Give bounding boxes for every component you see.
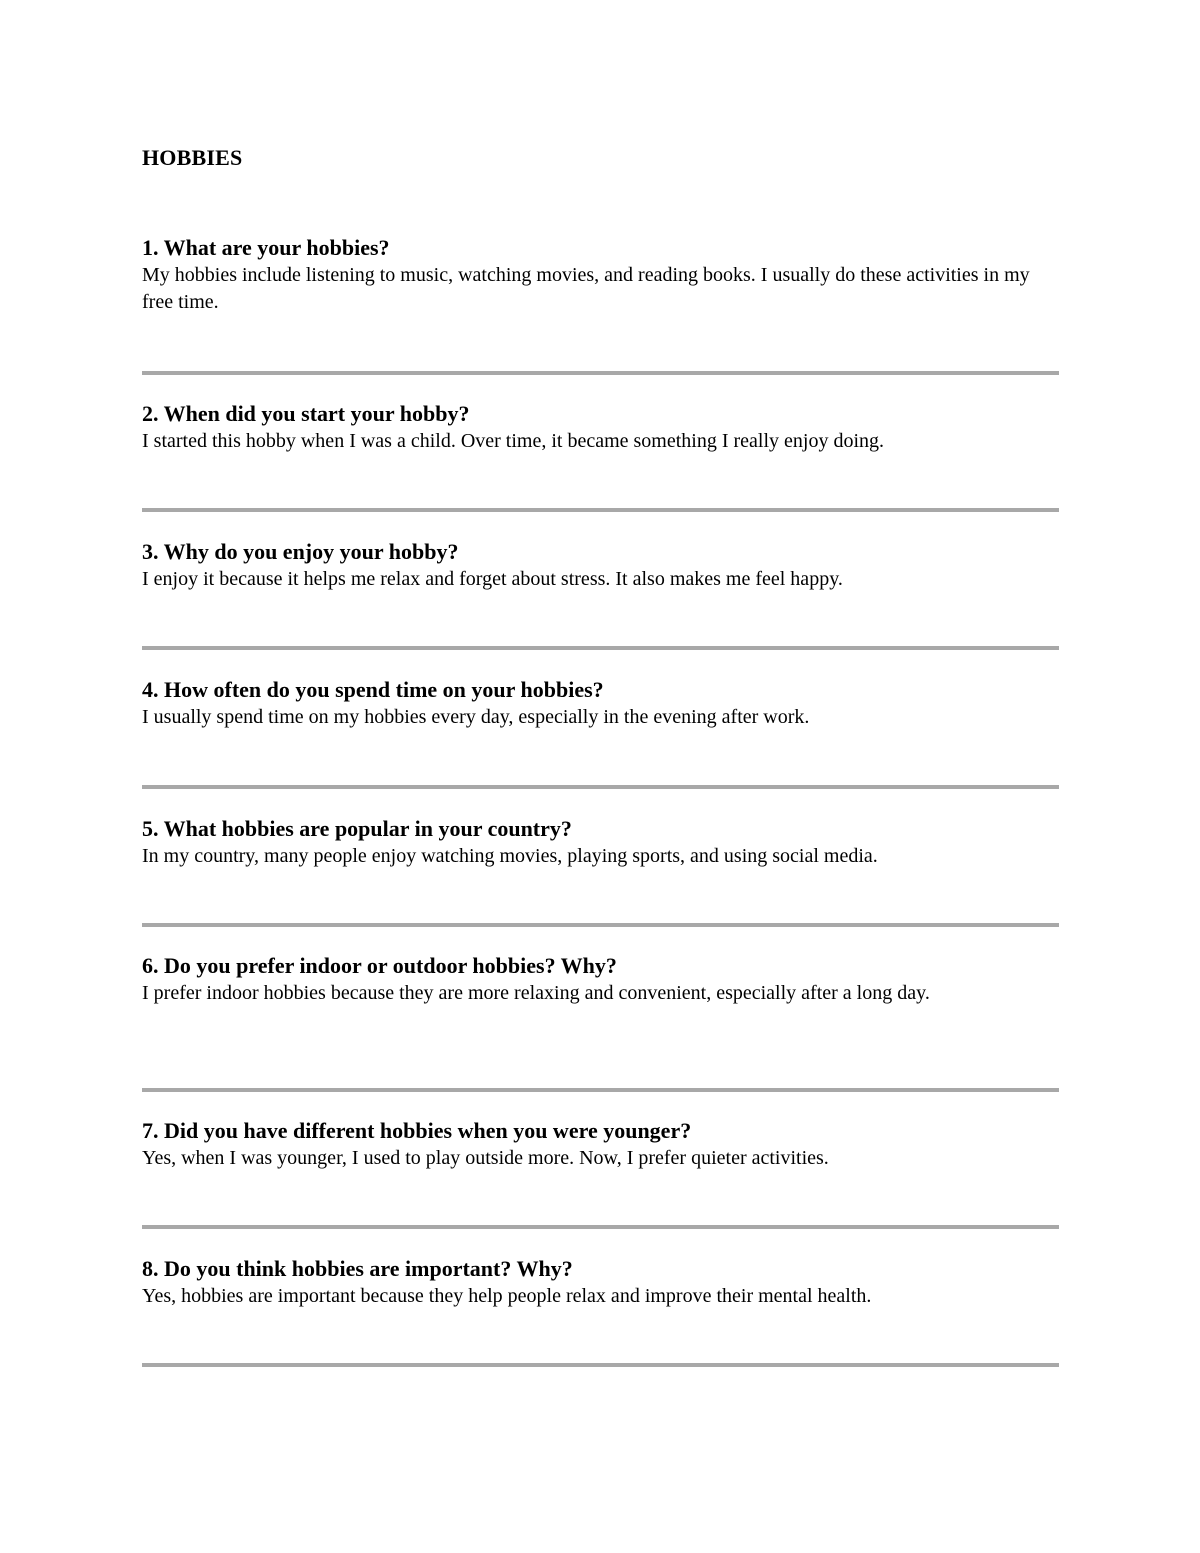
answer-line-3	[142, 646, 1059, 650]
question-3: 3. Why do you enjoy your hobby?	[142, 539, 459, 564]
question-7: 7. Did you have different hobbies when you were younger?	[142, 1118, 692, 1143]
question-5: 5. What hobbies are popular in your country?	[142, 816, 572, 841]
qa-item-1	[142, 234, 1059, 316]
answer-1: My hobbies include listening to music, watching movies, and reading books. I usually do these activities in my free time.	[142, 264, 1030, 313]
question-8: 8. Do you think hobbies are important? Why?	[142, 1256, 573, 1281]
answer-8: Yes, hobbies are important because they help people relax and improve their mental health.	[142, 1285, 872, 1307]
answer-7: Yes, when I was younger, I used to play outside more. Now, I prefer quieter activities.	[142, 1147, 829, 1169]
qa-item-7	[142, 1117, 1059, 1172]
qa-item-3	[142, 538, 1059, 593]
question-1: 1. What are your hobbies?	[142, 235, 390, 260]
question-2: 2. When did you start your hobby?	[142, 401, 470, 426]
answer-4: I usually spend time on my hobbies every day, especially in the evening after work.	[142, 706, 810, 728]
answer-6: I prefer indoor hobbies because they are more relaxing and convenient, especially after a long day.	[142, 982, 930, 1004]
qa-item-2	[142, 400, 1059, 455]
answer-line-6	[142, 1088, 1059, 1092]
qa-item-8	[142, 1255, 1059, 1310]
answer-line-2	[142, 508, 1059, 512]
answer-line-7	[142, 1225, 1059, 1229]
question-6: 6. Do you prefer indoor or outdoor hobbies? Why?	[142, 953, 617, 978]
qa-item-4	[142, 676, 1059, 731]
qa-item-6	[142, 952, 1059, 1007]
answer-3: I enjoy it because it helps me relax and forget about stress. It also makes me feel happy.	[142, 568, 843, 590]
answer-line-1	[142, 371, 1059, 375]
answer-line-5	[142, 923, 1059, 927]
answer-2: I started this hobby when I was a child. Over time, it became something I really enjoy doing.	[142, 430, 885, 452]
document-page	[142, 0, 1059, 1553]
answer-5: In my country, many people enjoy watching movies, playing sports, and using social media.	[142, 845, 878, 867]
question-4: 4. How often do you spend time on your hobbies?	[142, 677, 604, 702]
document-title: HOBBIES	[142, 145, 243, 170]
qa-item-5	[142, 815, 1059, 870]
answer-line-8	[142, 1363, 1059, 1367]
answer-line-4	[142, 785, 1059, 789]
